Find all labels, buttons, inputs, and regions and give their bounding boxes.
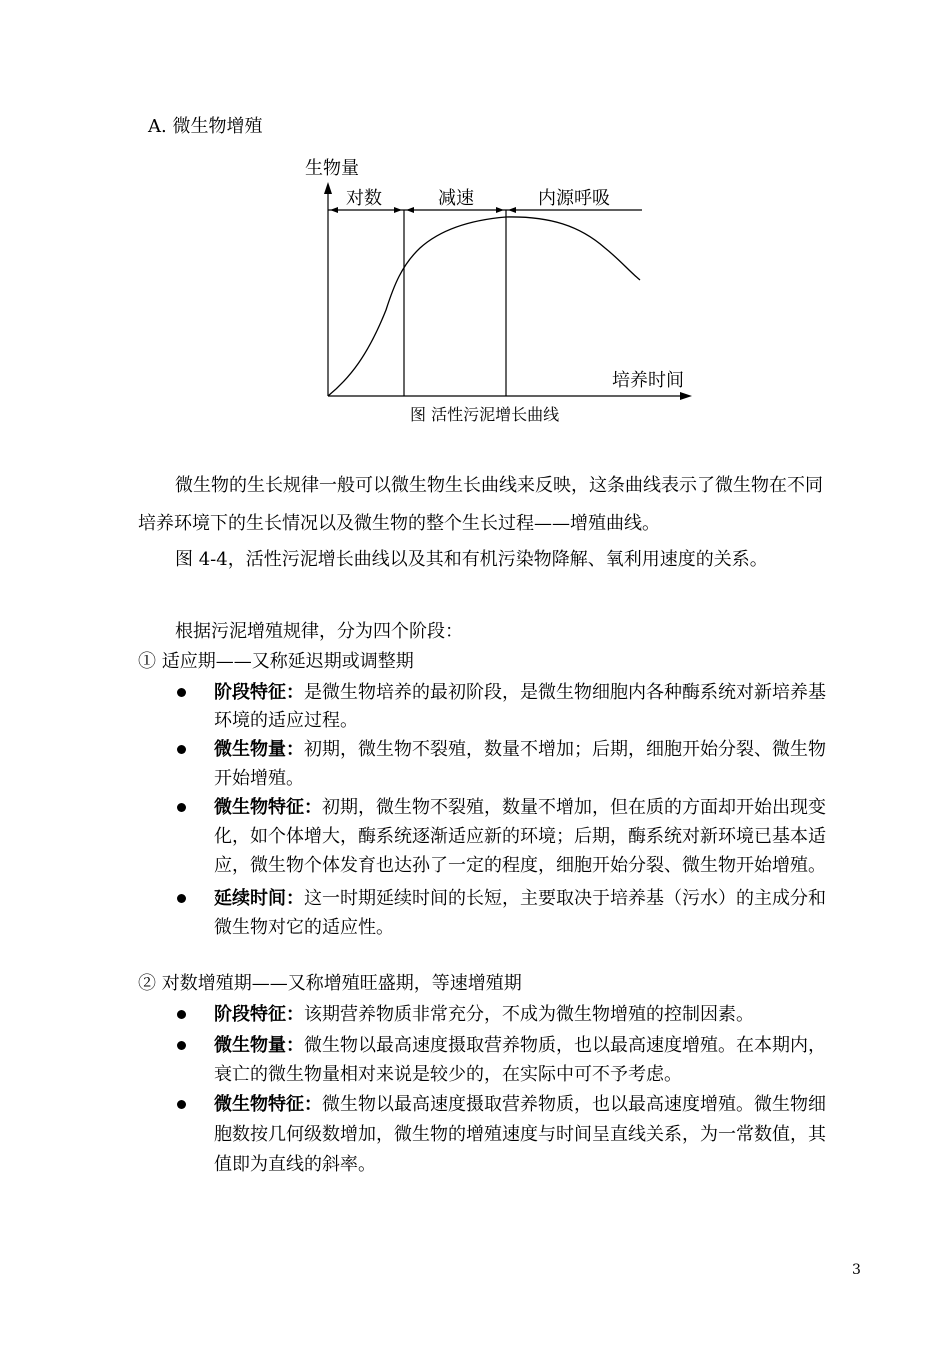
stage1-item3-line1: 微生物特征：初期，微生物不裂殖，数量不增加，但在质的方面却开始出现变 bbox=[214, 797, 826, 818]
stage1-item3-line3: 应，微生物个体发育也达孙了一定的程度，细胞开始分裂、微生物开始增殖。 bbox=[214, 855, 826, 876]
growth-curve-figure bbox=[290, 150, 710, 440]
stages-intro: 根据污泥增殖规律，分为四个阶段： bbox=[175, 621, 463, 642]
phase-label-decel: 减速 bbox=[438, 188, 474, 209]
phase-arrowhead bbox=[330, 207, 338, 213]
stage1-item1-line1: 阶段特征：是微生物培养的最初阶段，是微生物细胞内各种酶系统对新培养基 bbox=[214, 682, 826, 703]
phase-arrowhead bbox=[394, 207, 402, 213]
phase-label-endogenous: 内源呼吸 bbox=[538, 188, 610, 209]
stage2-item2-line1: 微生物量：微生物以最高速度摄取营养物质，也以最高速度增殖。在本期内， bbox=[214, 1035, 826, 1056]
bullet-icon bbox=[177, 894, 186, 903]
bullet-icon bbox=[177, 745, 186, 754]
phase-label-log: 对数 bbox=[346, 188, 382, 209]
intro-line-3: 图 4-4，活性污泥增长曲线以及其和有机污染物降解、氧利用速度的关系。 bbox=[175, 549, 768, 570]
stage1-item3-line2: 化，如个体增大，酶系统逐渐适应新的环境；后期，酶系统对新环境已基本适 bbox=[214, 826, 826, 847]
phase-arrowhead bbox=[496, 207, 504, 213]
section-label: A. 微生物增殖 bbox=[148, 116, 263, 137]
stage1-item1-line2: 环境的适应过程。 bbox=[214, 710, 358, 731]
stage2-item3-line2: 胞数按几何级数增加，微生物的增殖速度与时间呈直线关系，为一常数值，其 bbox=[214, 1124, 826, 1145]
y-axis-label: 生物量 bbox=[305, 158, 359, 179]
bullet-icon bbox=[177, 688, 186, 697]
phase-arrowhead bbox=[508, 207, 516, 213]
page-number: 3 bbox=[852, 1262, 861, 1278]
intro-line-2: 培养环境下的生长情况以及微生物的整个生长过程——增殖曲线。 bbox=[138, 513, 660, 534]
phase-arrowhead bbox=[406, 207, 414, 213]
figure-caption: 图 活性污泥增长曲线 bbox=[410, 405, 560, 424]
bullet-icon bbox=[177, 803, 186, 812]
stage1-item2-line1: 微生物量：初期，微生物不裂殖，数量不增加；后期，细胞开始分裂、微生物 bbox=[214, 739, 826, 760]
intro-line-1: 微生物的生长规律一般可以微生物生长曲线来反映，这条曲线表示了微生物在不同 bbox=[175, 475, 823, 496]
bullet-icon bbox=[177, 1041, 186, 1050]
stage2-item2-line2: 衰亡的微生物量相对来说是较少的，在实际中可不予考虑。 bbox=[214, 1064, 682, 1085]
stage2-title: ② 对数增殖期——又称增殖旺盛期，等速增殖期 bbox=[138, 973, 522, 994]
stage2-item3-line1: 微生物特征：微生物以最高速度摄取营养物质，也以最高速度增殖。微生物细 bbox=[214, 1094, 826, 1115]
bullet-icon bbox=[177, 1010, 186, 1019]
stage1-item4-line1: 延续时间：这一时期延续时间的长短，主要取决于培养基（污水）的主成分和 bbox=[214, 888, 826, 909]
stage2-item3-line3: 值即为直线的斜率。 bbox=[214, 1154, 376, 1175]
stage1-item4-line2: 微生物对它的适应性。 bbox=[214, 917, 394, 938]
x-axis-label: 培养时间 bbox=[612, 370, 684, 391]
stage2-item1-line1: 阶段特征：该期营养物质非常充分，不成为微生物增殖的控制因素。 bbox=[214, 1004, 754, 1025]
growth-curve bbox=[328, 217, 640, 396]
bullet-icon bbox=[177, 1100, 186, 1109]
stage1-item2-line2: 开始增殖。 bbox=[214, 768, 304, 789]
x-axis-arrowhead bbox=[680, 392, 692, 400]
stage1-title: ① 适应期——又称延迟期或调整期 bbox=[138, 651, 414, 672]
y-axis-arrowhead bbox=[324, 182, 332, 194]
